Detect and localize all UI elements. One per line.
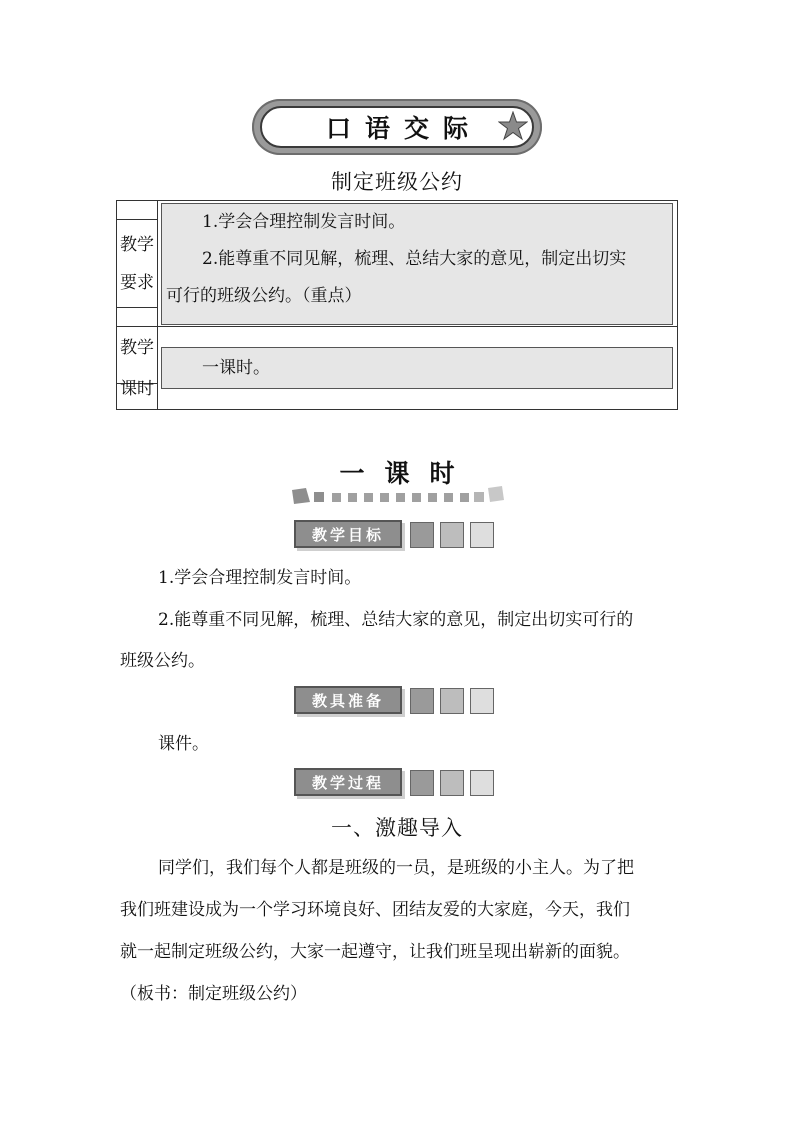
goal-item: 2.能尊重不同见解，梳理、总结大家的意见，制定出切实可行的 [158, 610, 634, 630]
summary-table [116, 200, 678, 410]
tag-decoration [410, 770, 434, 796]
goals-label: 要求 [120, 273, 154, 293]
intro-paragraph-line: 就一起制定班级公约，大家一起遵守，让我们班呈现出崭新的面貌。 [120, 942, 630, 962]
banner-title: 口语交际 [325, 114, 482, 143]
prep-tag [294, 686, 506, 718]
goals-label: 教学 [120, 235, 154, 255]
prep-text: 课件。 [158, 734, 209, 754]
dotted-divider [292, 484, 504, 506]
tag-decoration [470, 770, 494, 796]
goal-item: 可行的班级公约。（重点） [166, 286, 362, 306]
process-tag [294, 768, 506, 800]
hours-label: 教学 [120, 338, 154, 358]
hours-box [161, 347, 673, 389]
document-title: 制定班级公约 [331, 170, 463, 194]
tag-decoration [470, 522, 494, 548]
tag-decoration [410, 688, 434, 714]
tag-label: 教具准备 [294, 686, 402, 714]
goal-item: 2.能尊重不同见解，梳理、总结大家的意见，制定出切实 [202, 249, 627, 269]
tag-decoration [440, 522, 464, 548]
goal-item: 1.学会合理控制发言时间。 [158, 568, 362, 588]
tag-decoration [440, 770, 464, 796]
title-banner [252, 99, 542, 155]
tag-decoration [440, 688, 464, 714]
tag-decoration [470, 688, 494, 714]
process-heading: 一、激趣导入 [331, 816, 463, 840]
hours-label: 课时 [120, 379, 154, 399]
lesson-heading: 一课时 [339, 459, 475, 488]
star-icon [498, 111, 528, 141]
intro-paragraph-line: 我们班建设成为一个学习环境良好、团结友爱的大家庭，今天，我们 [120, 900, 630, 920]
hours-value: 一课时。 [202, 358, 270, 378]
table-divider [117, 326, 677, 327]
tag-decoration [410, 522, 434, 548]
intro-paragraph-line: 同学们，我们每个人都是班级的一员，是班级的小主人。为了把 [158, 858, 634, 878]
goal-item: 1.学会合理控制发言时间。 [202, 212, 406, 232]
table-divider [157, 201, 158, 409]
table-divider [117, 219, 157, 220]
goals-tag [294, 520, 506, 552]
banner-frame [260, 106, 534, 148]
tag-label: 教学过程 [294, 768, 402, 796]
goals-box [161, 203, 673, 325]
tag-label: 教学目标 [294, 520, 402, 548]
goal-item: 班级公约。 [120, 651, 205, 671]
table-divider [117, 307, 157, 308]
intro-paragraph-line: （板书：制定班级公约） [120, 984, 307, 1004]
